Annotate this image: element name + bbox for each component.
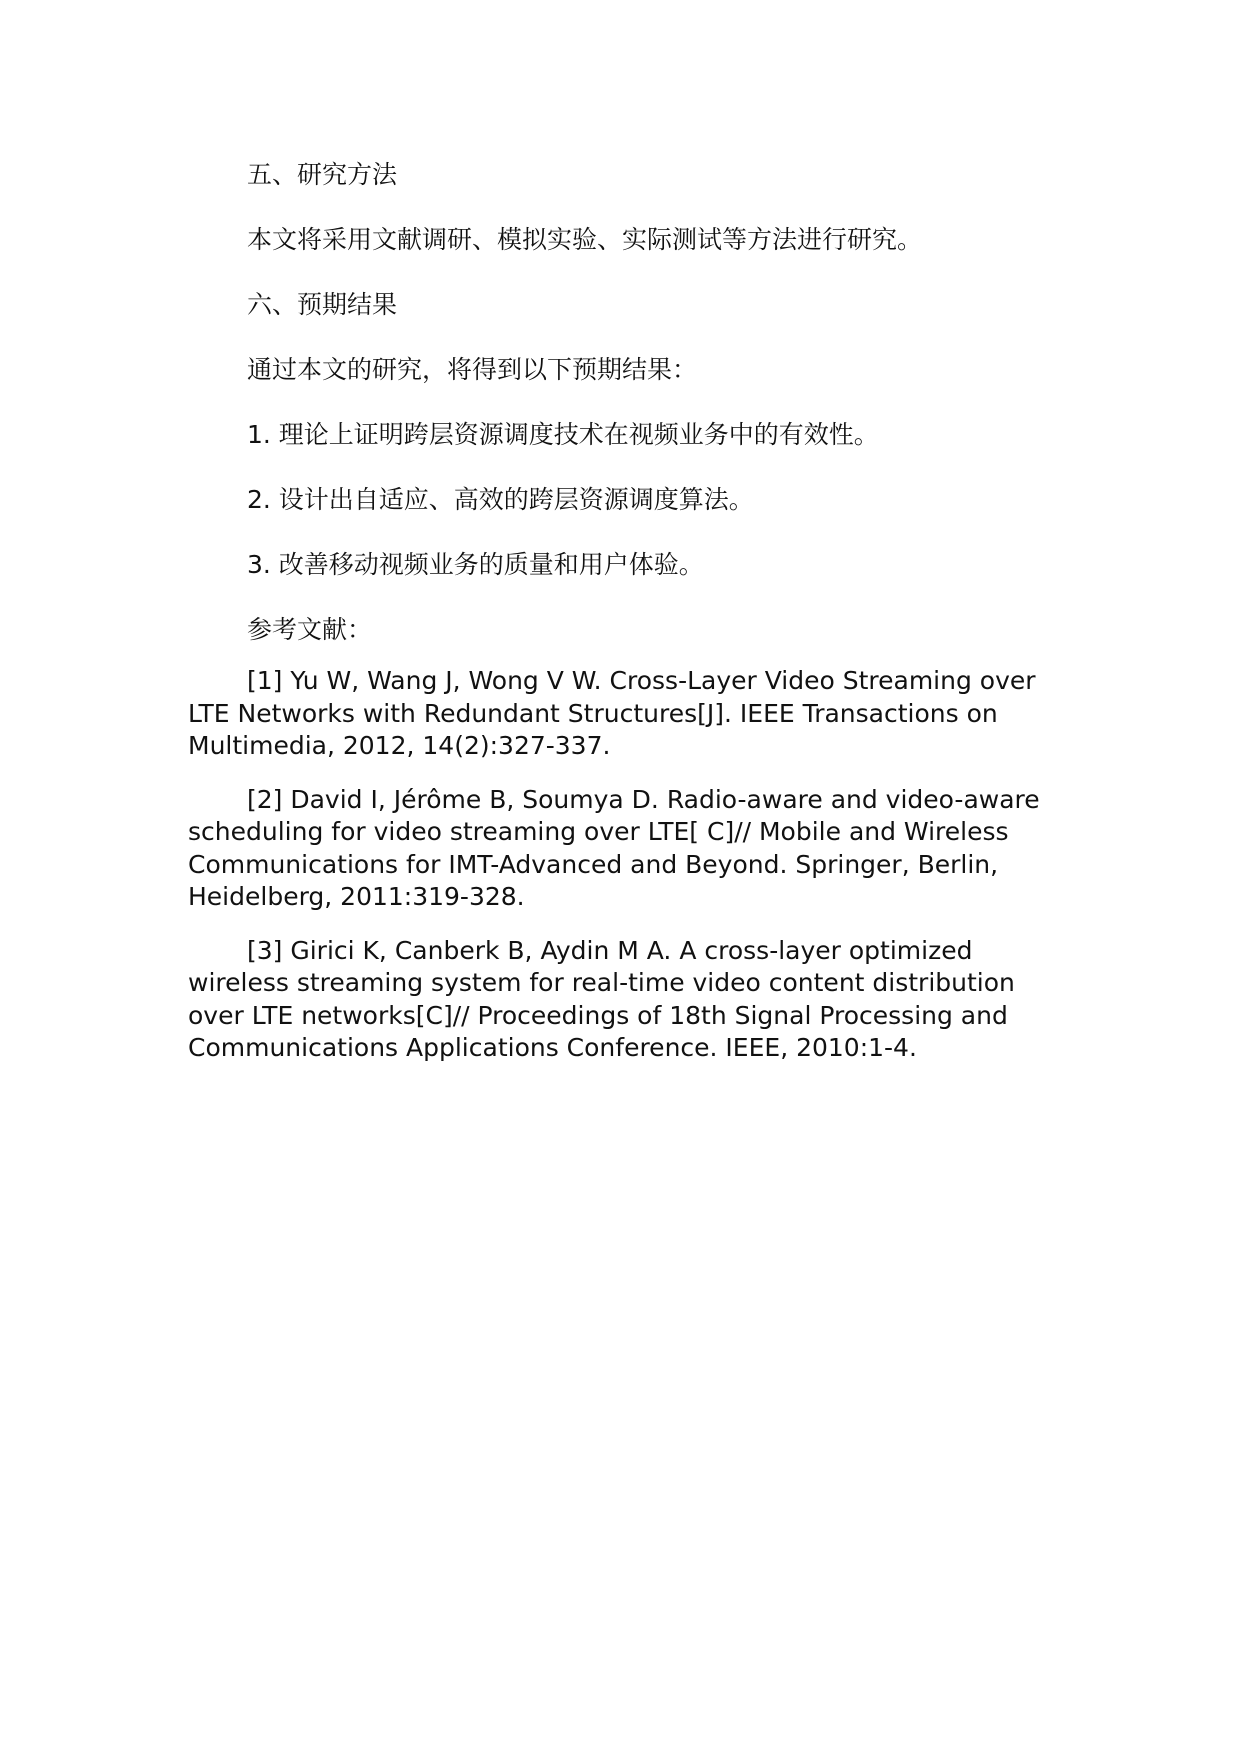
methods-paragraph: 本文将采用文献调研、模拟实验、实际测试等方法进行研究。 xyxy=(247,225,923,254)
reference-item: [1] Yu W, Wang J, Wong V W. Cross-Layer Video Streaming over LTE Networks with Redundant Structures[J]. IEEE Transactions on Multimedia, 2012, 14(2):327-337. xyxy=(188,666,1036,760)
section-heading-results: 六、预期结果 xyxy=(247,290,398,319)
result-item: 3. 改善移动视频业务的质量和用户体验。 xyxy=(247,550,704,579)
results-intro: 通过本文的研究，将得到以下预期结果： xyxy=(247,355,698,384)
result-item: 1. 理论上证明跨层资源调度技术在视频业务中的有效性。 xyxy=(247,420,879,449)
reference-item: [2] David I, Jérôme B, Soumya D. Radio-aware and video-aware scheduling for video streaming over LTE[ C]// Mobile and Wireless Communications for IMT-Advanced and Beyond. Springer, Berlin, Heidelberg, 2011:319-328. xyxy=(188,784,1040,911)
page-content xyxy=(188,158,1058,1086)
section-heading-methods: 五、研究方法 xyxy=(247,160,398,189)
result-item: 2. 设计出自适应、高效的跨层资源调度算法。 xyxy=(247,485,754,514)
reference-item: [3] Girici K, Canberk B, Aydin M A. A cross-layer optimized wireless streaming system for real-time video content distribution over LTE networks[C]// Proceedings of 18th Signal Processing and Communications Applications Conference. IEEE, 2010:1-4. xyxy=(188,935,1015,1062)
references-heading: 参考文献： xyxy=(247,615,373,644)
